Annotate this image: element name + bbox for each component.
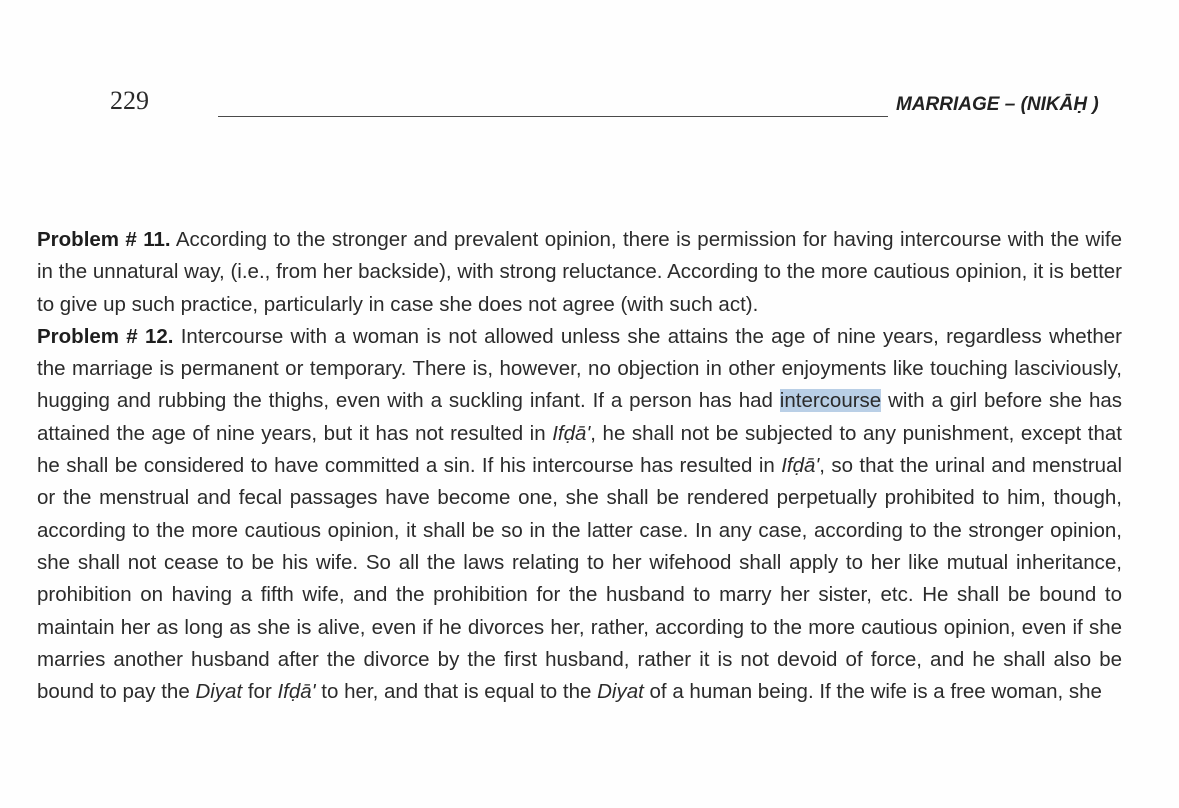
problem-12-text-2: with a girl before she has attained the age of nine years, but it has not resulted in	[37, 389, 1122, 445]
body-text	[37, 224, 1122, 708]
header-rule	[218, 116, 888, 117]
term-diyat-1: Diyat	[195, 680, 243, 704]
problem-11-label: Problem # 11.	[37, 228, 171, 251]
problem-12-text-6: to her, and that is equal to the	[315, 680, 598, 704]
problem-12-paragraph	[37, 321, 1122, 709]
term-ifda-2: Ifḍā'	[781, 454, 820, 478]
selected-word-highlight[interactable]: intercourse	[779, 389, 882, 413]
problem-12-text-3: , he shall not be subjected to any punishment, except that he shall be considered to have committed a sin. If his intercourse has resulted in	[37, 421, 1122, 478]
term-diyat-2: Diyat	[597, 680, 644, 704]
term-ifda-3: Ifḍā'	[277, 680, 316, 704]
problem-11-paragraph	[37, 224, 1122, 321]
problem-12-label: Problem # 12.	[37, 324, 174, 348]
running-head: MARRIAGE – (NIKĀḤ )	[896, 94, 1099, 115]
term-ifda-1: Ifḍā'	[552, 421, 591, 445]
problem-12-text-1: Intercourse with a woman is not allowed unless she attains the age of nine years, regardless whether the marriage is permanent or temporary. There is, however, no objection in other enjoyments like touching lasciviously, hugging and rubbing the thighs, even with a suckling infant. If a person has had	[37, 324, 1122, 413]
page-number: 229	[110, 86, 149, 115]
problem-12-text-7: of a human being. If the wife is a free woman, she	[643, 680, 1102, 704]
problem-12-text-5: for	[242, 680, 278, 704]
problem-12-text-4: , so that the urinal and menstrual or the menstrual and fecal passages have become one, she shall be rendered perpetually prohibited to him, though, according to the more cautious opinion, it shall be so in the latter case. In any case, according to the stronger opinion, she shall not cease to be his wife. So all the laws relating to her wifehood shall apply to her like mutual inheritance, prohibition on having a fifth wife, and the prohibition for the husband to marry her sister, etc. He shall be bound to maintain her as long as she is alive, even if he divorces her, rather, according to the more cautious opinion, even if she marries another husband after the divorce by the first husband, rather it is not devoid of force, and he shall also be bound to pay the	[37, 454, 1122, 704]
problem-11-text: According to the stronger and prevalent opinion, there is permission for having intercourse with the wife in the unnatural way, (i.e., from her backside), with strong reluctance. According to the more cautious opinion, it is better to give up such practice, particularly in case she does not agree (with such act).	[37, 228, 1122, 316]
